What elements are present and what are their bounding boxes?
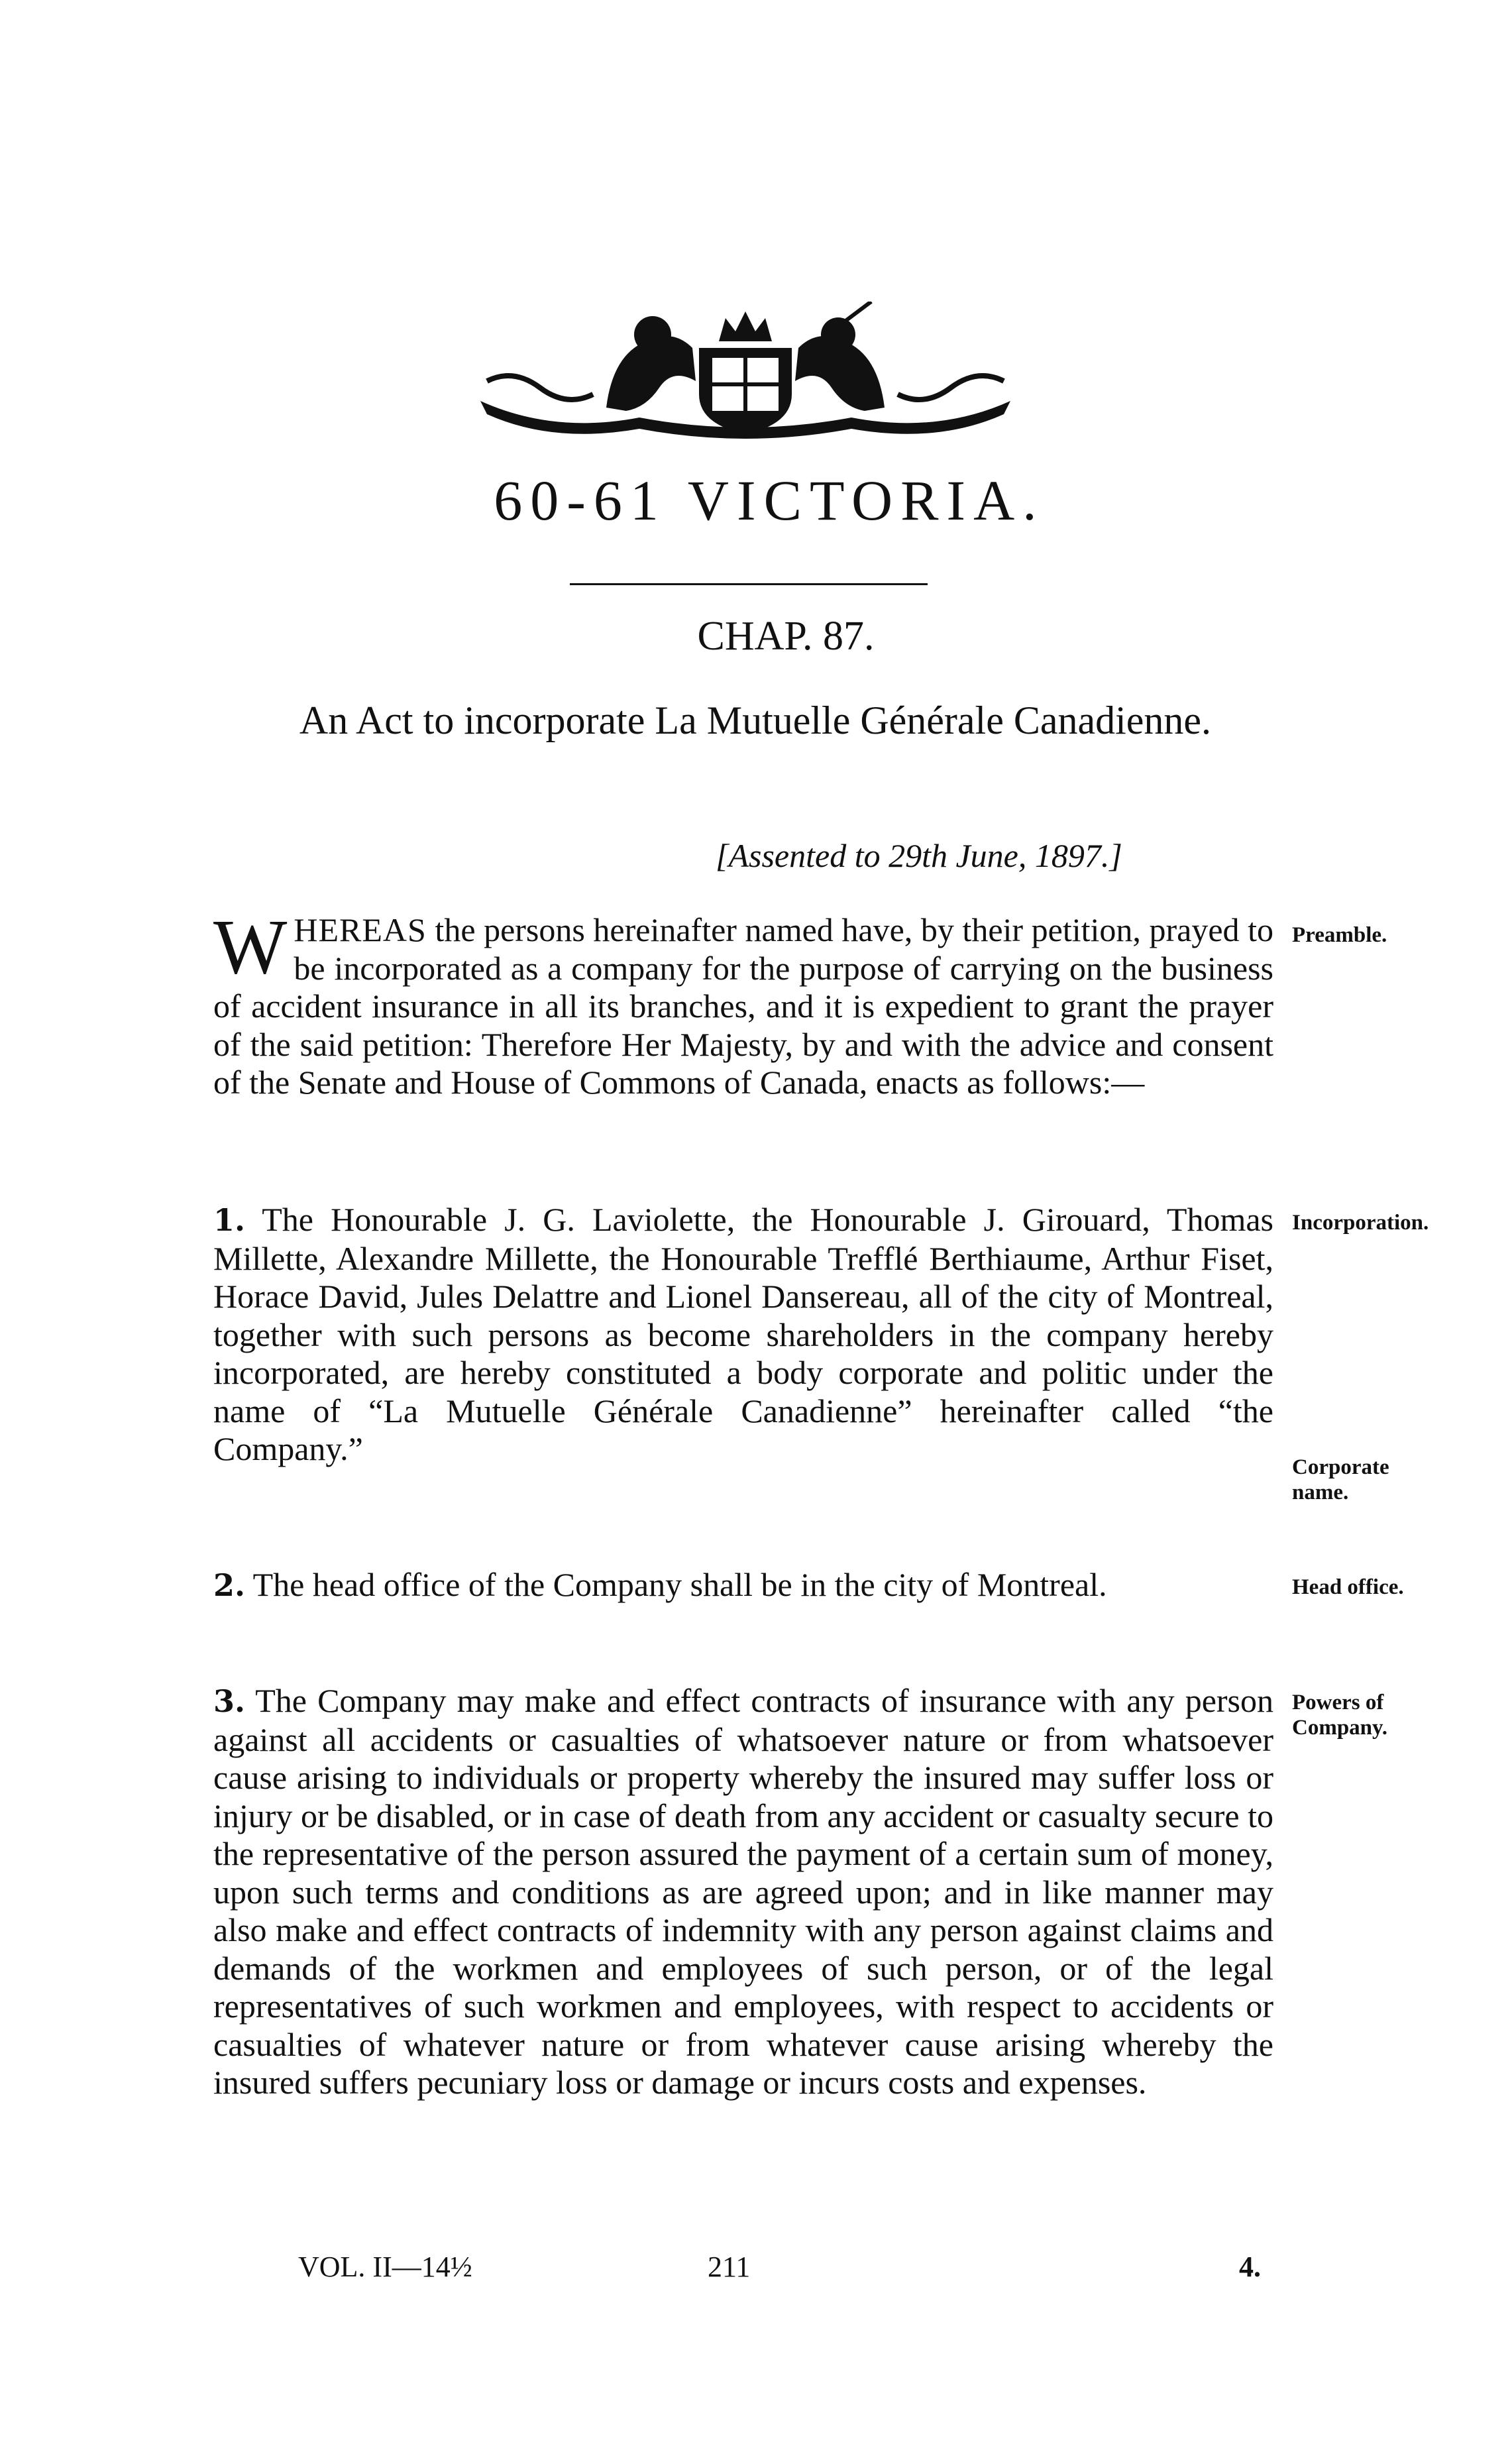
margin-note-incorporation: Incorporation.	[1292, 1211, 1429, 1235]
preamble-lead-word: HEREAS	[294, 911, 427, 948]
margin-note-preamble: Preamble.	[1292, 923, 1387, 947]
section-1	[213, 1201, 1273, 1469]
act-long-title: An Act to incorporate La Mutuelle Générale Canadienne.	[299, 698, 1212, 742]
royal-coat-of-arms	[474, 302, 1017, 441]
preamble-text: the persons hereinafter named have, by their petition, prayed to be incorporated as a company for the purpose of carrying on the business of accident insurance in all its branches, and it is expedient to grant the prayer of the said petition: Therefore Her Majesty, by and with the advice and consent of the Senate and House of Commons of Canada, enacts as follows:—	[213, 911, 1273, 1101]
title-divider	[570, 583, 928, 585]
assent-date: [Assented to 29th June, 1897.]	[716, 837, 1122, 874]
catchword: 4.	[1239, 2251, 1261, 2283]
margin-note-corporate-name: Corporate name.	[1292, 1455, 1389, 1504]
page-number: 211	[708, 2251, 751, 2283]
drop-cap: W	[213, 903, 288, 990]
section-2	[213, 1566, 1273, 1605]
section-text: The Company may make and effect contracts of insurance with any person against all accidents or casualties of whatsoever nature or from whatsoever cause arising to individuals or property whereby the insured may suffer loss or injury or be disabled, or in case of death from any accident or casualty secure to the representative of the person assured the payment of a certain sum of money, upon such terms and conditions as are agreed upon; and in like manner may also make and effect contracts of indemnity with any person against claims and demands of the workmen and employees of such person, or of the legal representatives of such workmen and employees, with respect to accidents or casualties of whatever nature or from whatever cause arising whereby the insured suffers pecuniary loss or damage or incurs costs and expenses.	[213, 1682, 1273, 2101]
margin-note-powers: Powers of Company.	[1292, 1691, 1387, 1740]
section-number: 1.	[213, 1202, 246, 1238]
preamble-paragraph	[213, 903, 1273, 1102]
margin-note-head-office: Head office.	[1292, 1575, 1404, 1599]
section-number: 2.	[213, 1567, 246, 1603]
act-regnal-year: 60-61 VICTORIA.	[494, 469, 1045, 532]
section-text: The Honourable J. G. Laviolette, the Honourable J. Girouard, Thomas Millette, Alexandre Millette, the Honourable Trefflé Berthiaume, Arthur Fiset, Horace David, Jules Delattre and Lionel Dansereau, all of the city of Montreal, together with such persons as become shareholders in the company hereby incorporated, are hereby constituted a body corporate and politic under the name of “La Mutuelle Générale Canadienne” hereinafter called “the Company.”	[213, 1201, 1273, 1467]
section-3	[213, 1682, 1273, 2102]
section-number: 3.	[213, 1683, 246, 1719]
volume-signature: VOL. II—14½	[298, 2251, 472, 2283]
chapter-number: CHAP. 87.	[697, 614, 875, 659]
section-text: The head office of the Company shall be in the city of Montreal.	[245, 1566, 1107, 1603]
